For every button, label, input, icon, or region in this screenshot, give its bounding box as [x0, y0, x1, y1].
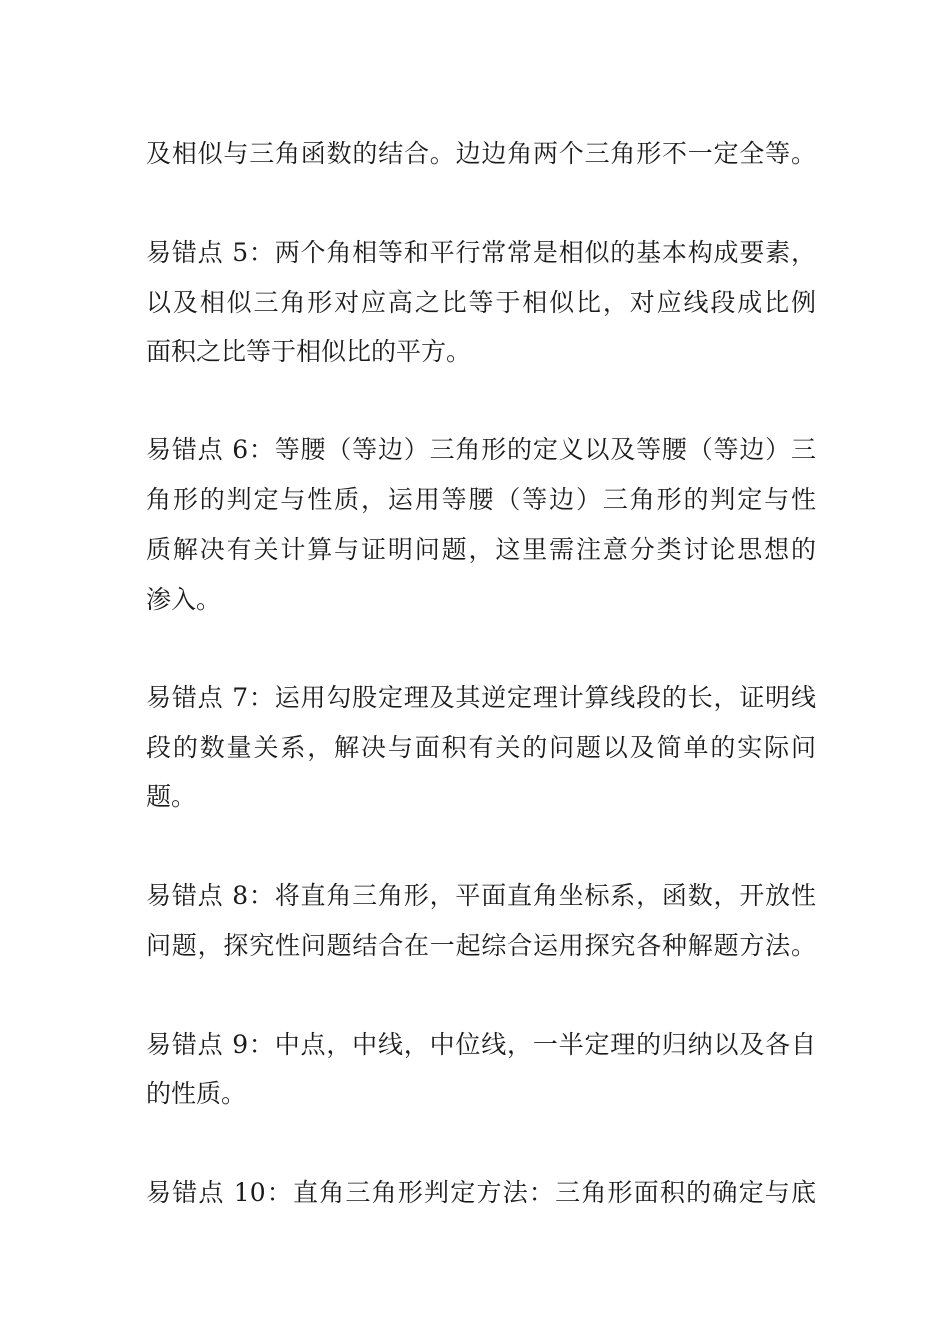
- text-line: 以及相似三角形对应高之比等于相似比，对应线段成比例: [146, 288, 816, 317]
- text-line: 易错点 8：将直角三角形，平面直角坐标系，函数，开放性: [146, 881, 816, 910]
- text-line: 及相似与三角函数的结合。边边角两个三角形不一定全等。: [146, 139, 816, 168]
- text-line: 易错点 10：直角三角形判定方法：三角形面积的确定与底: [146, 1178, 816, 1207]
- text-line: 问题，探究性问题结合在一起综合运用探究各种解题方法。: [146, 931, 816, 960]
- text-line: 的性质。: [146, 1079, 247, 1108]
- text-line: 易错点 5：两个角相等和平行常常是相似的基本构成要素，: [146, 238, 816, 267]
- text-line: 易错点 9：中点，中线，中位线，一半定理的归纳以及各自: [146, 1030, 816, 1059]
- text-line: 渗入。: [146, 585, 222, 614]
- text-line: 面积之比等于相似比的平方。: [146, 337, 472, 366]
- text-line: 易错点 6：等腰（等边）三角形的定义以及等腰（等边）三: [146, 435, 816, 464]
- text-line: 角形的判定与性质，运用等腰（等边）三角形的判定与性: [146, 485, 816, 514]
- text-line: 题。: [146, 782, 197, 811]
- text-line: 质解决有关计算与证明问题，这里需注意分类讨论思想的: [146, 535, 816, 564]
- text-line: 段的数量关系，解决与面积有关的问题以及简单的实际问: [146, 733, 816, 762]
- text-line: 易错点 7：运用勾股定理及其逆定理计算线段的长，证明线: [146, 683, 816, 712]
